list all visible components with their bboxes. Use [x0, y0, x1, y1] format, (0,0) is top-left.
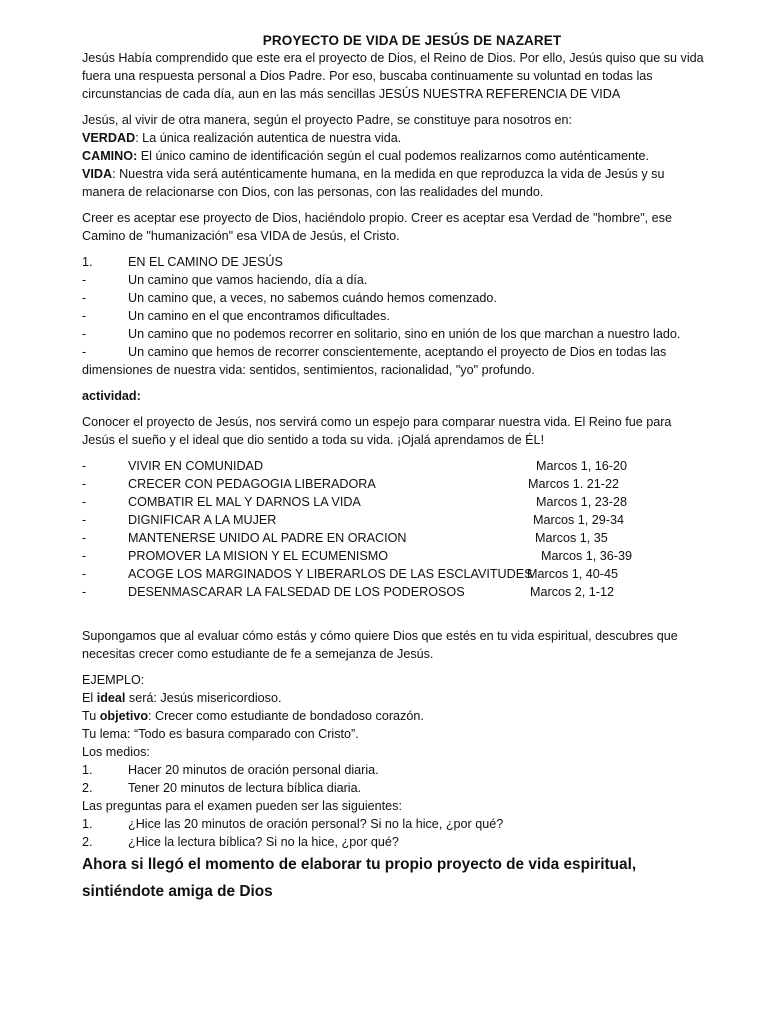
- ref-row: [82, 493, 704, 511]
- p2-lead: Jesús, al vivir de otra manera, según el proyecto Padre, se constituye para nosotros en:: [82, 113, 573, 127]
- ref-text: MANTENERSE UNIDO AL PADRE EN ORACION: [128, 531, 407, 545]
- verdad-line: [82, 129, 704, 147]
- list-item: [82, 779, 704, 797]
- list-number: 1.: [82, 817, 93, 831]
- ref-text: CRECER CON PEDAGOGIA LIBERADORA: [128, 477, 376, 491]
- ref-citation: Marcos 2, 1-12: [530, 585, 614, 599]
- list-number: 1.: [82, 255, 93, 269]
- camino-line: [82, 147, 704, 165]
- camino-text: El único camino de identificación según el cual podemos realizarnos como auténticamente.: [137, 149, 650, 163]
- bullet-dash: -: [82, 531, 87, 545]
- list-item: [82, 325, 704, 343]
- objetivo-post: : Crecer como estudiante de bondadoso corazón.: [148, 709, 424, 723]
- list-item: [82, 289, 704, 307]
- list-number: 2.: [82, 835, 93, 849]
- bullet-dash: -: [82, 477, 87, 491]
- closing-statement: Ahora si llegó el momento de elaborar tu propio proyecto de vida espiritual, sintiéndote amiga de Dios: [82, 856, 637, 900]
- list-item: [82, 271, 704, 289]
- list-number: 1.: [82, 763, 93, 777]
- verdad-camino-vida-block: [82, 111, 704, 201]
- ideal-line: [82, 689, 704, 707]
- ref-citation: Marcos 1, 36-39: [541, 549, 632, 563]
- intro-paragraph: Jesús Había comprendido que este era el proyecto de Dios, el Reino de Dios. Por ello, Jesús quiso que su vida fuera una respuesta personal a Dios Padre. Por eso, buscaba continuamente su voluntad en todas las circunstancias de cada día, aun en las más sencillas JESÚS NUESTRA REFERENCIA DE VIDA: [82, 51, 704, 101]
- ref-text: COMBATIR EL MAL Y DARNOS LA VIDA: [128, 495, 361, 509]
- ref-text: VIVIR EN COMUNIDAD: [128, 459, 264, 473]
- actividad-label: actividad:: [82, 389, 141, 403]
- bullet-dash: -: [82, 513, 87, 527]
- vida-label: VIDA: [82, 167, 113, 181]
- list-item: [82, 307, 704, 325]
- vida-line: [82, 165, 704, 201]
- ref-text: ACOGE LOS MARGINADOS Y LIBERARLOS DE LAS ESCLAVITUDES: [128, 567, 533, 581]
- list-item: [82, 833, 704, 851]
- bullet-dash: -: [82, 273, 87, 287]
- list-item-text: Tener 20 minutos de lectura bíblica diaria.: [128, 781, 362, 795]
- ref-text: DIGNIFICAR A LA MUJER: [128, 513, 277, 527]
- camino-heading-row: [82, 253, 704, 271]
- list-item: [82, 815, 704, 833]
- p4-paragraph: Conocer el proyecto de Jesús, nos servirá como un espejo para comparar nuestra vida. El Reino fue para Jesús el sueño y el ideal que dio sentido a toda su vida. ¡Ojalá aprendamos de ÉL!: [82, 415, 672, 447]
- bullet-dash: -: [82, 327, 87, 341]
- p3-paragraph: Creer es aceptar ese proyecto de Dios, haciéndolo propio. Creer es aceptar esa Verdad de "hombre", ese Camino de "humanización" esa VIDA de Jesús, el Cristo.: [82, 211, 672, 243]
- list-item-text: ¿Hice las 20 minutos de oración personal? Si no la hice, ¿por qué?: [128, 817, 504, 831]
- ref-row: [82, 511, 704, 529]
- ref-citation: Marcos 1, 40-45: [527, 567, 618, 581]
- bullet-dash: -: [82, 291, 87, 305]
- list-item-text: ¿Hice la lectura bíblica? Si no la hice, ¿por qué?: [128, 835, 399, 849]
- bullet-dash: -: [82, 567, 87, 581]
- p5-paragraph: Supongamos que al evaluar cómo estás y cómo quiere Dios que estés en tu vida espiritual, descubres que necesitas crecer como estudiante de fe a semejanza de Jesús.: [82, 629, 678, 661]
- ideal-bold: ideal: [96, 691, 126, 705]
- verdad-label: VERDAD: [82, 131, 136, 145]
- ejemplo-block: [82, 671, 704, 851]
- list-number: 2.: [82, 781, 93, 795]
- ref-row: [82, 475, 704, 493]
- ref-row: [82, 547, 704, 565]
- ref-text: PROMOVER LA MISION Y EL ECUMENISMO: [128, 549, 389, 563]
- objetivo-bold: objetivo: [99, 709, 149, 723]
- bullet-dash: -: [82, 459, 87, 473]
- ideal-pre: El: [82, 691, 97, 705]
- ref-text: DESENMASCARAR LA FALSEDAD DE LOS PODEROSOS: [128, 585, 465, 599]
- camino-label: CAMINO:: [82, 149, 138, 163]
- ref-row: [82, 457, 704, 475]
- verdad-text: : La única realización autentica de nuestra vida.: [135, 131, 402, 145]
- list-item-text: Hacer 20 minutos de oración personal diaria.: [128, 763, 379, 777]
- ideal-post: será: Jesús misericordioso.: [125, 691, 282, 705]
- list-item-text: Un camino en el que encontramos dificultades.: [128, 309, 390, 323]
- list-item-text: Un camino que vamos haciendo, día a día.: [128, 273, 368, 287]
- vida-text: : Nuestra vida será auténticamente humana, en la medida en que reproduzca la vida de Jesús y su manera de relacionarse con Dios, con las personas, con las realidades del mundo.: [82, 167, 665, 199]
- objetivo-pre: Tu: [82, 709, 100, 723]
- list-item-text: Un camino que no podemos recorrer en solitario, sino en unión de los que marchan a nuestro lado.: [128, 327, 681, 341]
- ref-citation: Marcos 1, 29-34: [533, 513, 624, 527]
- document-title: PROYECTO DE VIDA DE JESÚS DE NAZARET: [262, 33, 562, 48]
- ref-row: [82, 583, 704, 601]
- ejemplo-label: EJEMPLO:: [82, 673, 145, 687]
- preguntas-label: Las preguntas para el examen pueden ser las siguientes:: [82, 799, 402, 813]
- bullet-dash: -: [82, 345, 87, 359]
- ref-citation: Marcos 1, 35: [535, 531, 608, 545]
- ref-citation: Marcos 1. 21-22: [528, 477, 619, 491]
- ref-citation: Marcos 1, 23-28: [536, 495, 627, 509]
- list-item: [82, 761, 704, 779]
- objetivo-line: [82, 707, 704, 725]
- camino-heading: EN EL CAMINO DE JESÚS: [128, 255, 283, 269]
- medios-label: Los medios:: [82, 745, 150, 759]
- list-item-text: Un camino que, a veces, no sabemos cuándo hemos comenzado.: [128, 291, 497, 305]
- bullet-dash: -: [82, 309, 87, 323]
- bullet-dash: -: [82, 495, 87, 509]
- bullet-dash: -: [82, 585, 87, 599]
- ref-row: [82, 565, 704, 583]
- ref-citation: Marcos 1, 16-20: [536, 459, 627, 473]
- list-item-text: Un camino que hemos de recorrer conscientemente, aceptando el proyecto de Dios en todas las dimensiones de nuestra vida: sentidos, sentimientos, racionalidad, "yo" profundo.: [82, 345, 667, 377]
- list-item-wrapped: [82, 343, 704, 379]
- lema-line: Tu lema: “Todo es basura comparado con Cristo”.: [82, 727, 359, 741]
- references-list: [82, 457, 704, 601]
- ref-row: [82, 529, 704, 547]
- bullet-dash: -: [82, 549, 87, 563]
- camino-list: [82, 253, 704, 379]
